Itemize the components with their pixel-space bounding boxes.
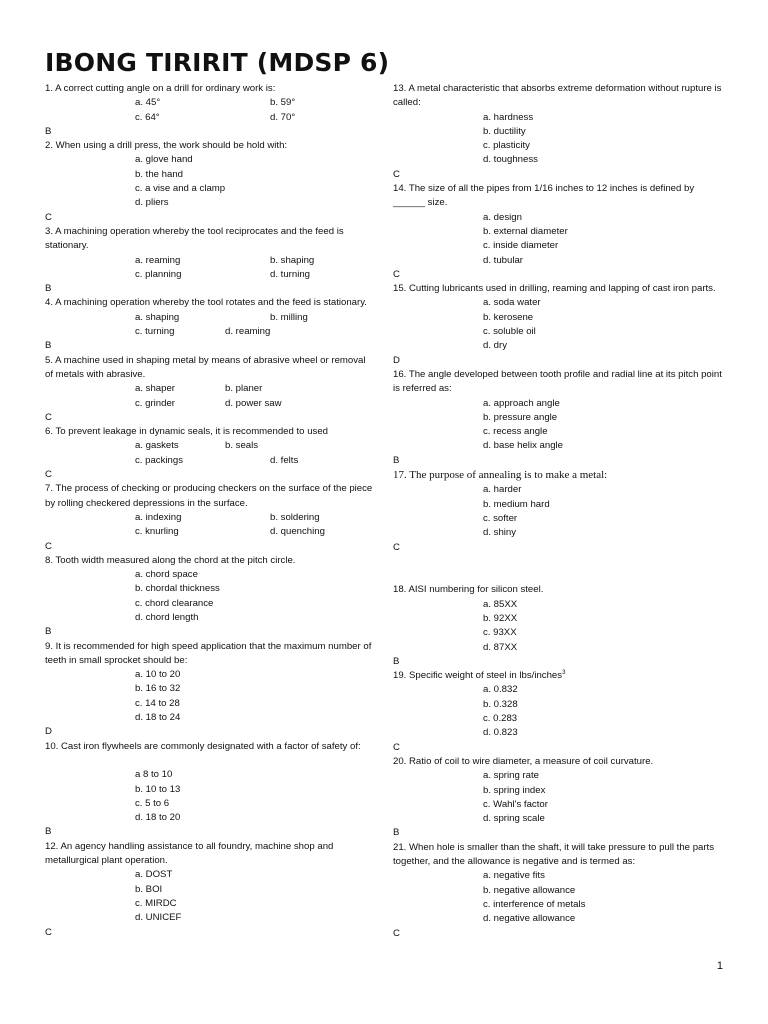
- option-row: [45, 96, 375, 110]
- question-text: [45, 139, 375, 153]
- option: a. design: [483, 211, 522, 223]
- option: b. milling: [270, 311, 308, 323]
- option: c. plasticity: [483, 140, 530, 152]
- option: b. medium hard: [483, 498, 550, 510]
- left-column: [45, 82, 375, 940]
- option: c. recess angle: [483, 426, 548, 438]
- question-text: [45, 82, 375, 96]
- question-label: 16. The angle developed between tooth profile and radial line at its pitch point is referred as:: [393, 368, 722, 395]
- option: d. toughness: [483, 154, 538, 166]
- question-label: 10. Cast iron flywheels are commonly designated with a factor of safety of:: [45, 740, 361, 752]
- option: a. 85XX: [483, 598, 518, 610]
- question-label: 6. To prevent leakage in dynamic seals, it is recommended to used: [45, 426, 328, 438]
- option: a. 0.832: [483, 684, 518, 696]
- option: d. 70°: [270, 111, 296, 123]
- option: d. shiny: [483, 527, 517, 539]
- answer-letter: B: [393, 454, 400, 466]
- option: d. 18 to 24: [135, 712, 181, 724]
- question-label: 14. The size of all the pipes from 1/16 inches to 12 inches is defined by ______ size.: [393, 183, 695, 209]
- question-block: [45, 640, 375, 740]
- answer-letter: B: [45, 125, 52, 137]
- question-text: [45, 354, 375, 383]
- option-row: [45, 382, 375, 396]
- option-row: [45, 111, 375, 125]
- answer-letter: D: [393, 354, 400, 366]
- answer-letter: C: [45, 411, 52, 423]
- option: c. softer: [483, 512, 518, 524]
- answer-letter: C: [393, 741, 400, 753]
- option-row: [45, 439, 375, 453]
- answer-letter: B: [393, 655, 400, 667]
- question-text: [393, 755, 723, 769]
- option: a. 45°: [135, 97, 161, 109]
- option: d. dry: [483, 340, 507, 352]
- question-text: [393, 669, 723, 683]
- question-label: 12. An agency handling assistance to all foundry, machine shop and metallurgical plant operation.: [45, 840, 334, 867]
- option: d. UNICEF: [135, 912, 182, 924]
- option: c. 93XX: [483, 627, 517, 639]
- option: b. seals: [225, 440, 259, 452]
- option-row: [45, 325, 375, 339]
- answer-letter: C: [393, 168, 400, 180]
- question-label: 21. When hole is smaller than the shaft, it will take pressure to pull the parts together, and the allowance is negative and is termed as:: [393, 841, 715, 868]
- question-text: [393, 368, 723, 397]
- option: d. tubular: [483, 254, 524, 266]
- question-text: [45, 740, 375, 754]
- option: d. quenching: [270, 526, 325, 538]
- option: a. reaming: [135, 254, 181, 266]
- option: c. interference of metals: [483, 898, 586, 910]
- answer-letter: C: [393, 927, 400, 939]
- option: a. indexing: [135, 511, 182, 523]
- option: b. pressure angle: [483, 411, 558, 423]
- question-label: 19. Specific weight of steel in lbs/inches: [393, 670, 563, 682]
- option: a. glove hand: [135, 154, 193, 166]
- option: a. spring rate: [483, 770, 539, 782]
- answer-letter: C: [45, 540, 52, 552]
- option: c. chord clearance: [135, 597, 214, 609]
- option: d. felts: [270, 454, 299, 466]
- option-row: [45, 454, 375, 468]
- option-row: [45, 311, 375, 325]
- option: d. 87XX: [483, 641, 518, 653]
- option: c. Wahl's factor: [483, 798, 548, 810]
- question-label: 17. The purpose of annealing is to make a metal:: [393, 469, 608, 482]
- answer-letter: C: [393, 541, 400, 553]
- option: b. negative allowance: [483, 884, 576, 896]
- question-label: 1. A correct cutting angle on a drill for ordinary work is:: [45, 83, 276, 94]
- spacer: [393, 569, 723, 583]
- question-block: [45, 225, 375, 296]
- option: d. turning: [270, 268, 311, 280]
- option: d. negative allowance: [483, 913, 576, 925]
- question-block: [45, 354, 375, 425]
- option: d. chord length: [135, 611, 199, 623]
- option: c. 5 to 6: [135, 797, 170, 809]
- option: d. spring scale: [483, 813, 545, 825]
- question-block: [45, 139, 375, 225]
- answer-letter: B: [45, 626, 52, 638]
- option: d. 0.823: [483, 727, 518, 739]
- right-column: [393, 82, 723, 941]
- option: c. packings: [135, 454, 183, 466]
- option: b. ductility: [483, 125, 526, 137]
- option: c. MIRDC: [135, 897, 177, 909]
- answer-letter: B: [45, 283, 52, 295]
- question-text: [45, 425, 375, 439]
- answer-letter: D: [45, 726, 52, 738]
- question-block: [393, 82, 723, 182]
- option: b. planer: [225, 383, 263, 395]
- option: a. negative fits: [483, 870, 545, 882]
- answer-letter: C: [393, 268, 400, 280]
- page-title: IBONG TIRIRIT (MDSP 6): [45, 48, 390, 77]
- option: b. chordal thickness: [135, 583, 220, 595]
- question-label: 9. It is recommended for high speed application that the maximum number of teeth in small sprocket should be:: [45, 640, 372, 666]
- option: b. 16 to 32: [135, 683, 181, 695]
- answer-letter: B: [45, 340, 52, 352]
- option: c. a vise and a clamp: [135, 183, 226, 195]
- question-block: [393, 755, 723, 841]
- question-text: [45, 640, 375, 669]
- question-label: 5. A machine used in shaping metal by means of abrasive wheel or removal of metals with abrasive.: [45, 354, 366, 380]
- option: c. turning: [135, 326, 175, 338]
- question-text: [393, 182, 723, 211]
- question-block: [393, 282, 723, 368]
- option: c. inside diameter: [483, 240, 559, 252]
- spacer: [393, 555, 723, 569]
- question-block: [45, 82, 375, 139]
- option: b. 92XX: [483, 612, 518, 624]
- option: c. soluble oil: [483, 326, 536, 338]
- question-text: [45, 840, 375, 869]
- option: a. DOST: [135, 869, 173, 881]
- question-text: [393, 841, 723, 870]
- option: b. BOI: [135, 883, 163, 895]
- question-text: [393, 468, 723, 483]
- option: c. 14 to 28: [135, 697, 180, 709]
- option: b. 10 to 13: [135, 783, 181, 795]
- question-block: [45, 425, 375, 482]
- option: a. gaskets: [135, 440, 179, 452]
- question-block: [45, 296, 375, 353]
- option: b. external diameter: [483, 225, 568, 237]
- page-number: 1: [716, 960, 723, 972]
- option: b. kerosene: [483, 311, 534, 323]
- option: b. 0.328: [483, 698, 518, 710]
- option: a. shaper: [135, 383, 176, 395]
- answer-letter: C: [45, 926, 52, 938]
- option-row: [45, 397, 375, 411]
- option: b. the hand: [135, 168, 184, 180]
- option: b. spring index: [483, 784, 546, 796]
- option: d. power saw: [225, 397, 282, 409]
- option: a. harder: [483, 484, 522, 496]
- option-row: [45, 525, 375, 539]
- question-label: 13. A metal characteristic that absorbs extreme deformation without rupture is called:: [393, 83, 722, 109]
- answer-letter: C: [45, 211, 52, 223]
- option: d. base helix angle: [483, 440, 564, 452]
- option: b. soldering: [270, 511, 320, 523]
- question-label: 20. Ratio of coil to wire diameter, a measure of coil curvature.: [393, 755, 654, 767]
- answer-letter: C: [45, 469, 52, 481]
- option: c. planning: [135, 268, 182, 280]
- question-block: [393, 841, 723, 941]
- option: a 8 to 10: [135, 769, 173, 781]
- option: b. 59°: [270, 97, 296, 109]
- answer-letter: B: [393, 827, 400, 839]
- option-row: [45, 268, 375, 282]
- question-label: 3. A machining operation whereby the tool reciprocates and the feed is stationary.: [45, 225, 344, 252]
- question-text: [393, 82, 723, 111]
- question-text: [45, 225, 375, 254]
- question-block: [393, 468, 723, 583]
- option: a. approach angle: [483, 397, 560, 409]
- option: d. pliers: [135, 197, 169, 209]
- superscript: 3: [562, 670, 566, 677]
- question-text: [393, 282, 723, 296]
- question-text: [45, 554, 375, 568]
- question-label: 4. A machining operation whereby the tool rotates and the feed is stationary.: [45, 297, 367, 309]
- question-text: [393, 583, 723, 597]
- option: d. reaming: [225, 326, 271, 338]
- question-block: [393, 182, 723, 282]
- question-label: 7. The process of checking or producing checkers on the surface of the piece by rolling checkered depressions in the surface.: [45, 483, 373, 509]
- spacer: [45, 754, 375, 768]
- option: a. shaping: [135, 311, 180, 323]
- option: c. 64°: [135, 111, 160, 123]
- question-block: [393, 583, 723, 669]
- option: a. soda water: [483, 297, 541, 309]
- question-text: [45, 296, 375, 310]
- question-block: [45, 740, 375, 840]
- question-label: 2. When using a drill press, the work should be hold with:: [45, 140, 288, 152]
- question-label: 15. Cutting lubricants used in drilling, reaming and lapping of cast iron parts.: [393, 283, 716, 295]
- option: a. 10 to 20: [135, 669, 181, 681]
- question-label: 8. Tooth width measured along the chord at the pitch circle.: [45, 554, 296, 566]
- question-block: [45, 840, 375, 940]
- option: c. 0.283: [483, 713, 518, 725]
- option: b. shaping: [270, 254, 315, 266]
- option-row: [45, 511, 375, 525]
- option: c. grinder: [135, 397, 175, 409]
- option: c. knurling: [135, 526, 179, 538]
- option: d. 18 to 20: [135, 812, 181, 824]
- question-block: [45, 482, 375, 553]
- answer-letter: B: [45, 826, 52, 838]
- question-label: 18. AISI numbering for silicon steel.: [393, 584, 544, 596]
- question-text: [45, 482, 375, 511]
- option: a. hardness: [483, 111, 534, 123]
- question-block: [393, 368, 723, 468]
- question-block: [393, 669, 723, 755]
- option-row: [45, 254, 375, 268]
- option: a. chord space: [135, 569, 198, 581]
- question-block: [45, 554, 375, 640]
